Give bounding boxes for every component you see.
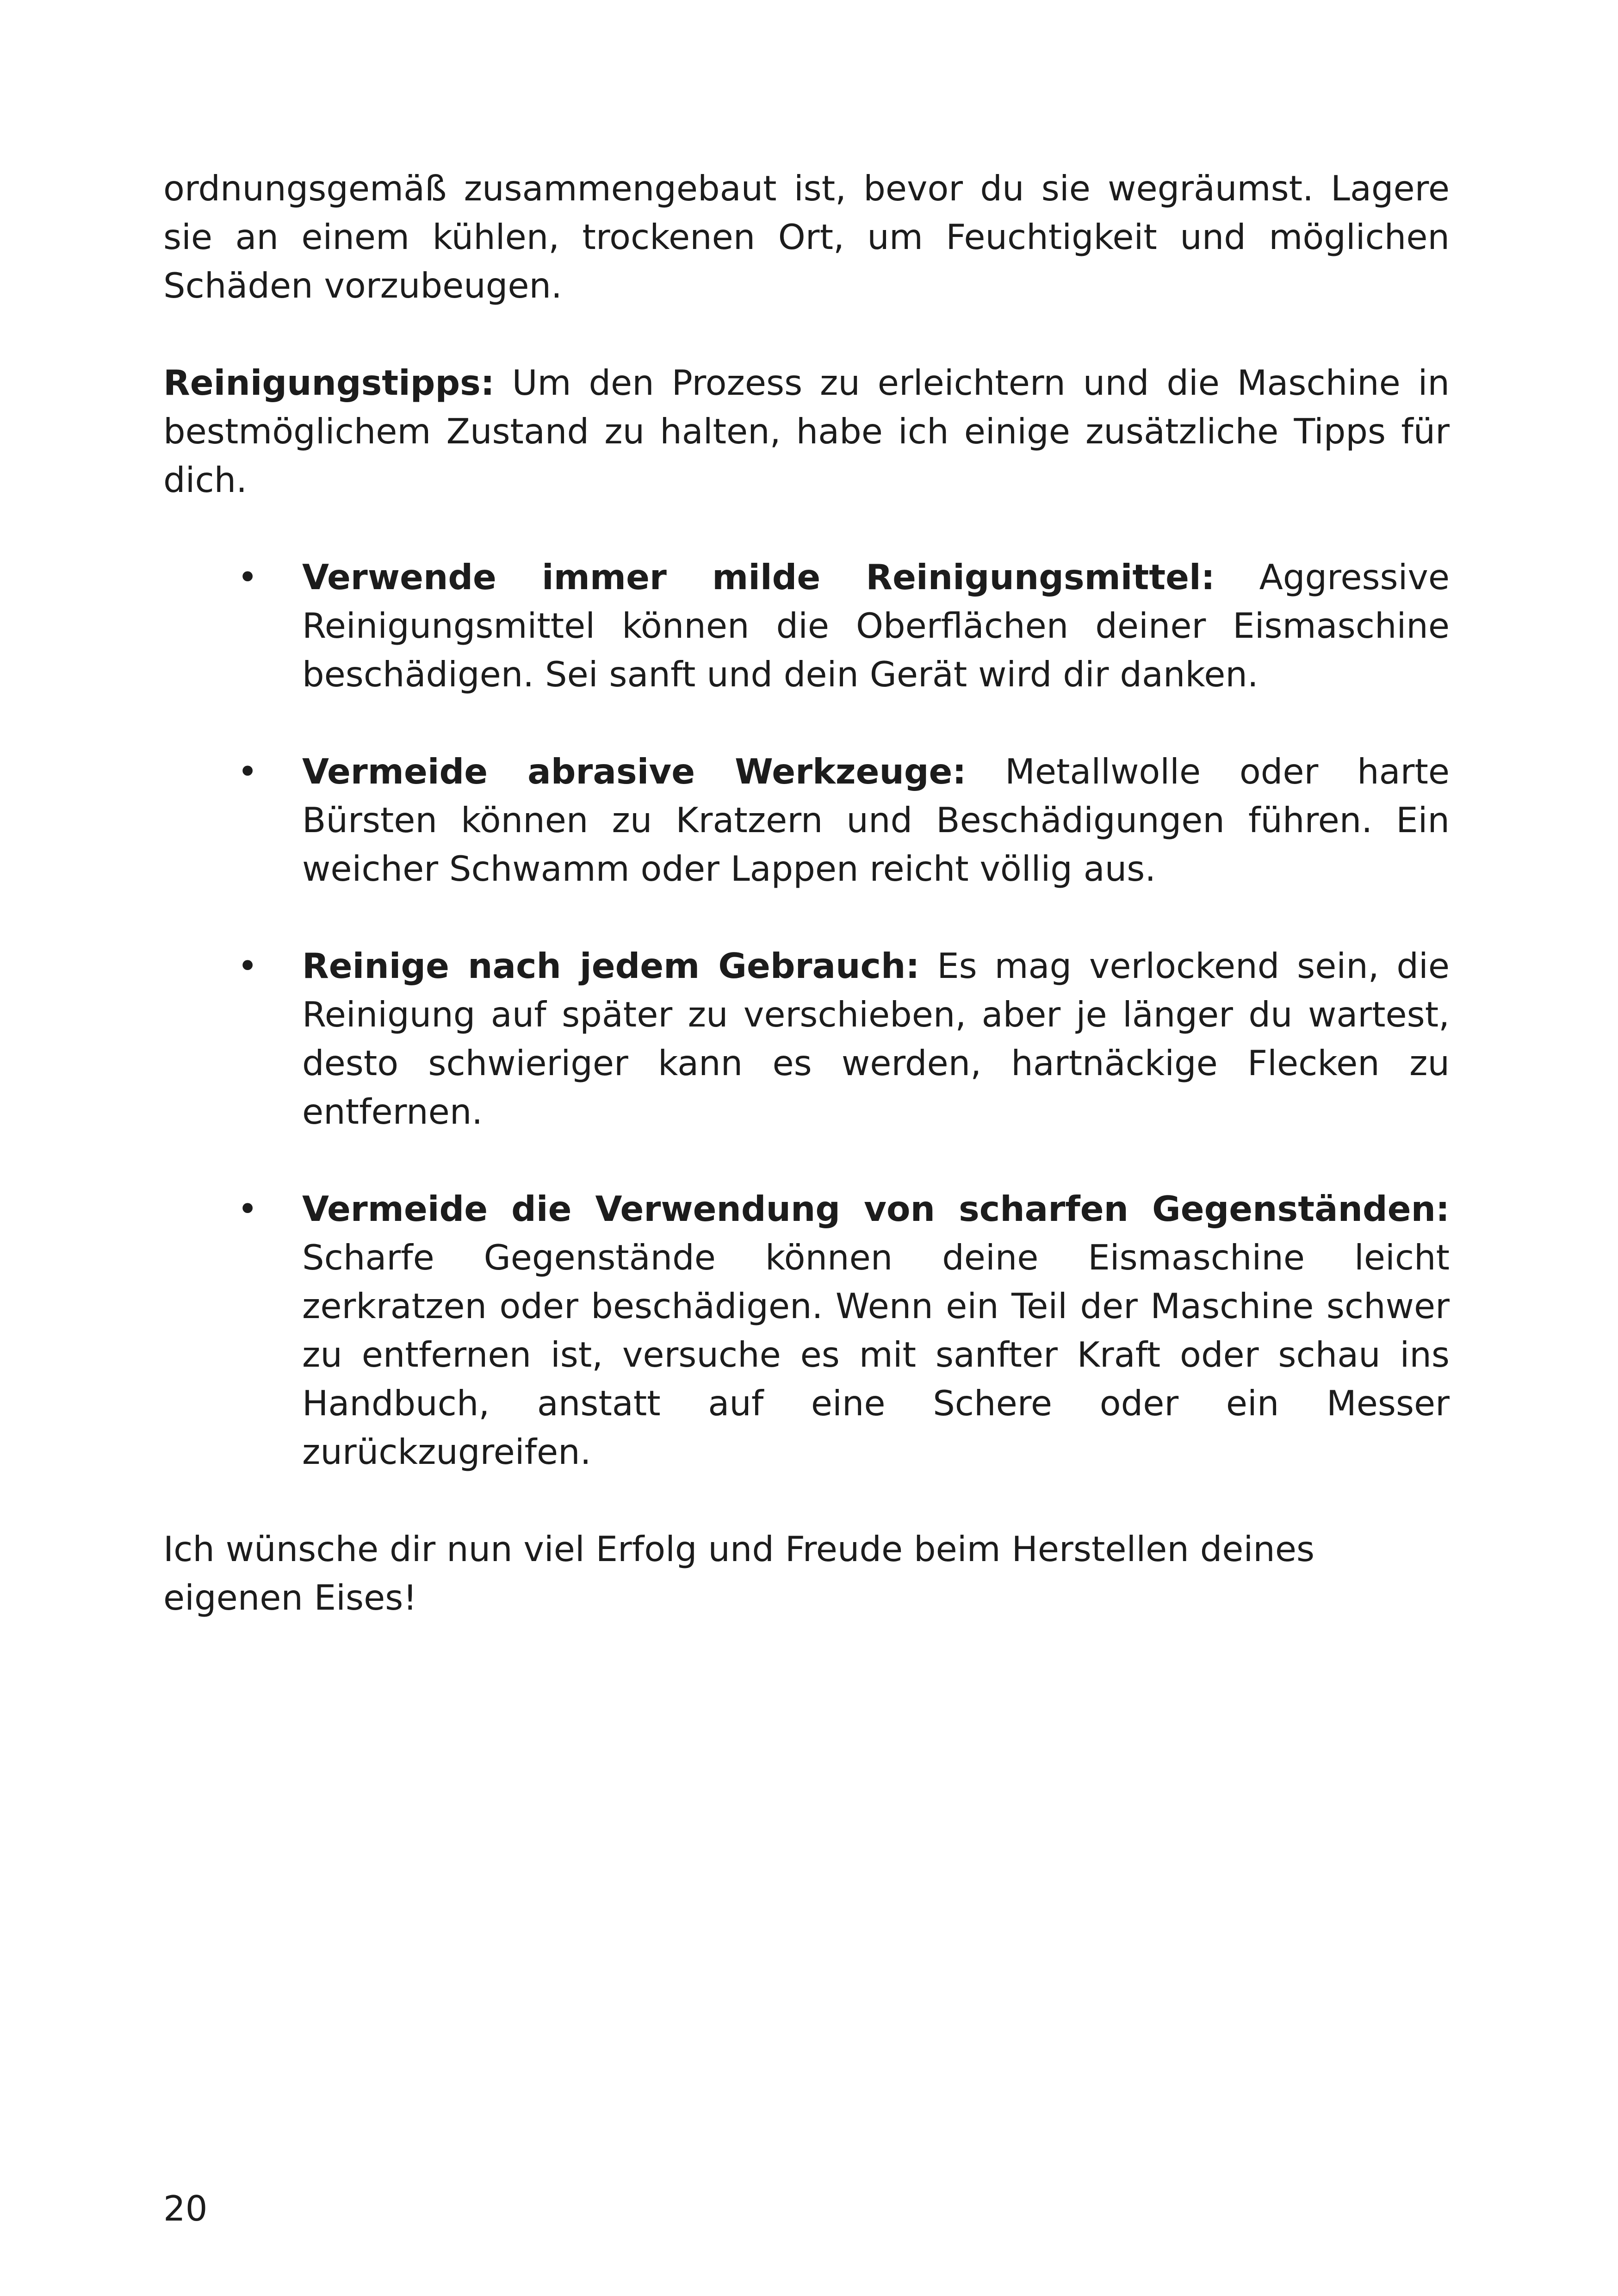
list-item	[163, 1185, 1450, 1476]
list-item	[163, 553, 1450, 699]
intro-paragraph: ordnungsgemäß zusammengebaut ist, bevor du sie wegräumst. Lagere sie an einem kühlen, trockenen Ort, um Feuchtigkeit und möglichen Schäden vorzubeugen.	[163, 168, 1450, 306]
bullet-icon: •	[237, 1188, 258, 1229]
bullet-text: Aggressive Reinigungsmittel können die Oberflächen deiner Eismaschine beschädigen. Sei sanft und dein Gerät wird dir danken.	[302, 557, 1450, 695]
closing-paragraph: Ich wünsche dir nun viel Erfolg und Freude beim Herstellen deines eigenen Eises!	[163, 1529, 1315, 1618]
bullet-text: Metallwolle oder harte Bürsten können zu Kratzern und Beschädigungen führen. Ein weicher Schwamm oder Lappen reicht völlig aus.	[302, 751, 1450, 889]
bullet-title: Reinige nach jedem Gebrauch:	[302, 946, 920, 986]
list-item	[163, 747, 1450, 893]
page-content	[163, 164, 1450, 1622]
bullet-title: Vermeide die Verwendung von scharfen Gegenständen:	[302, 1188, 1450, 1229]
page-number: 20	[163, 2188, 208, 2229]
bullet-title: Verwende immer milde Reinigungsmittel:	[302, 557, 1215, 597]
bullet-text: Es mag verlockend sein, die Reinigung auf später zu verschieben, aber je länger du wartest, desto schwieriger kann es werden, hartnäckige Flecken zu entfernen.	[302, 946, 1450, 1132]
bullet-icon: •	[237, 946, 258, 986]
tips-paragraph	[163, 359, 1450, 504]
tips-text: Um den Prozess zu erleichtern und die Maschine in bestmöglichem Zustand zu halten, habe ich einige zusätzliche Tipps für dich.	[163, 362, 1450, 500]
bullet-title: Vermeide abrasive Werkzeuge:	[302, 751, 967, 792]
list-item	[163, 942, 1450, 1136]
bullet-icon: •	[237, 557, 258, 597]
bullet-text: Scharfe Gegenstände können deine Eismaschine leicht zerkratzen oder beschädigen. Wenn ein Teil der Maschine schwer zu entfernen ist, versuche es mit sanfter Kraft oder schau ins Handbuch, anstatt auf eine Schere oder ein Messer zurückzugreifen.	[302, 1237, 1450, 1472]
bullet-icon: •	[237, 751, 258, 792]
tips-list	[163, 553, 1450, 1476]
tips-label: Reinigungstipps:	[163, 362, 495, 403]
